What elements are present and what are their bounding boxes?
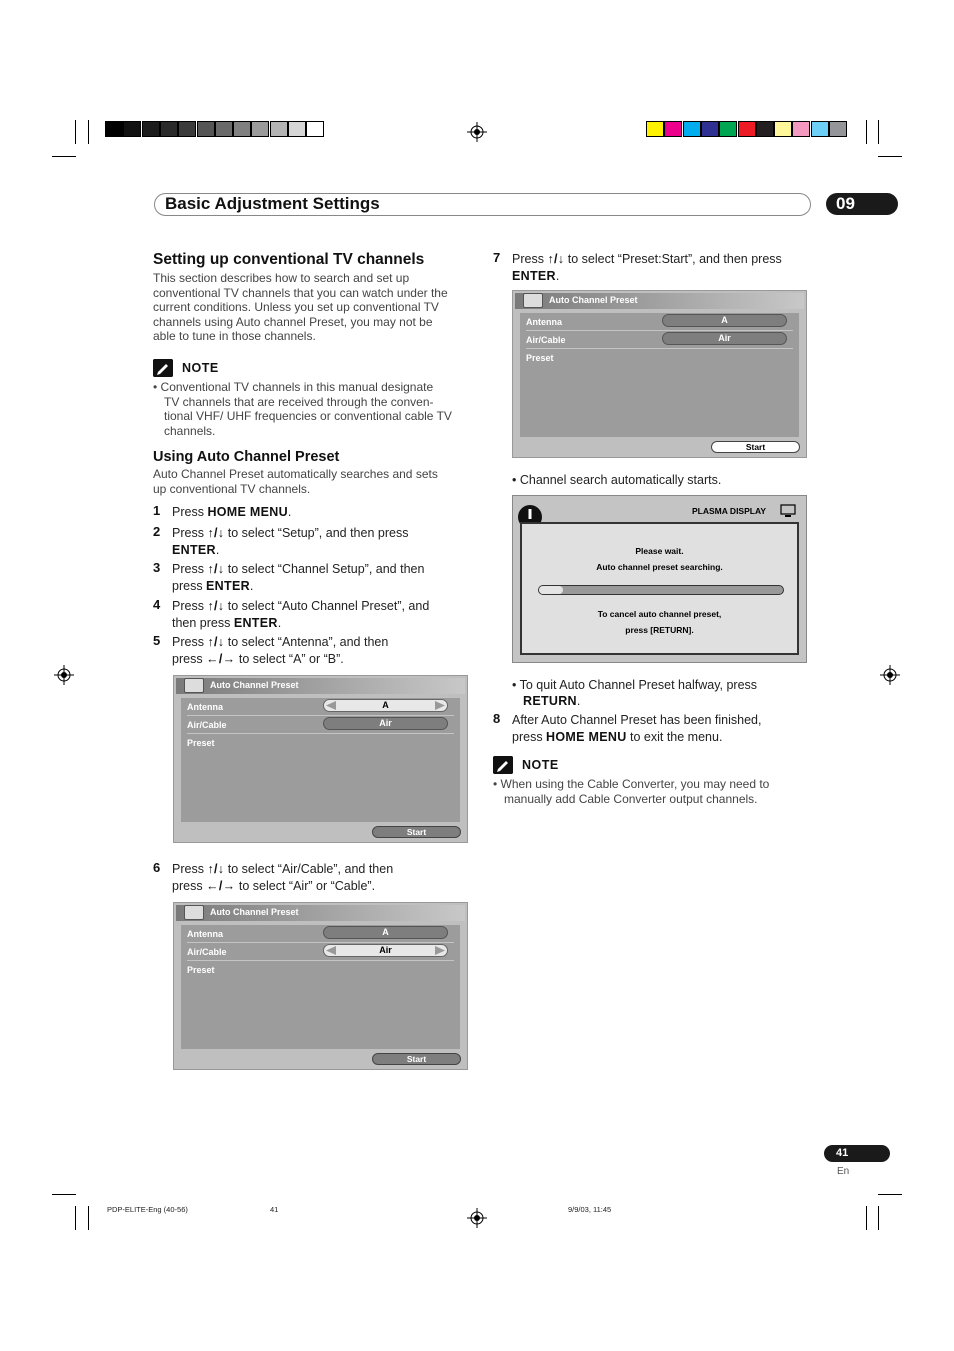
calibration-swatch bbox=[233, 121, 251, 137]
osd-row-preset: Preset bbox=[187, 738, 215, 748]
dialog-content bbox=[520, 522, 799, 655]
step-number: 5 bbox=[153, 633, 161, 648]
note-pencil-icon bbox=[493, 756, 513, 774]
step-8-text: After Auto Channel Preset has been finished, press HOME MENU to exit the menu. bbox=[512, 713, 762, 744]
step-6-text: Press ↑/↓ to select “Air/Cable”, and then press ←/→ to select “Air” or “Cable”. bbox=[172, 862, 394, 893]
note-label: NOTE bbox=[182, 361, 219, 375]
osd-row-preset: Preset bbox=[526, 353, 554, 363]
step-number: 7 bbox=[493, 250, 501, 265]
menu-icon bbox=[523, 293, 543, 308]
calibration-swatch bbox=[105, 121, 123, 137]
osd-panel bbox=[181, 698, 460, 822]
calibration-swatch bbox=[160, 121, 178, 137]
subsection-intro: Auto Channel Preset automatically searches and sets up conventional TV channels. bbox=[153, 467, 438, 496]
language-label: En bbox=[837, 1166, 850, 1177]
note-text: • When using the Cable Converter, you may need to manually add Cable Converter output channels. bbox=[493, 777, 770, 806]
step-number: 1 bbox=[153, 503, 161, 518]
calibration-swatch bbox=[123, 121, 141, 137]
arrow-left-icon bbox=[326, 701, 336, 710]
footer-page: 41 bbox=[270, 1205, 279, 1214]
osd-auto-channel-preset bbox=[173, 675, 468, 843]
calibration-swatch bbox=[646, 121, 664, 137]
registration-mark-icon bbox=[54, 665, 74, 685]
step-number: 4 bbox=[153, 597, 161, 612]
registration-mark-icon bbox=[467, 122, 487, 142]
osd-auto-channel-preset bbox=[173, 902, 468, 1070]
start-button[interactable]: Start bbox=[372, 1053, 461, 1065]
air-cable-selector[interactable]: Air bbox=[662, 332, 787, 345]
step-number: 3 bbox=[153, 560, 161, 575]
calibration-swatch bbox=[774, 121, 792, 137]
footer-date: 9/9/03, 11:45 bbox=[568, 1205, 612, 1214]
chapter-badge: 09 bbox=[826, 193, 898, 215]
antenna-selector[interactable]: A bbox=[662, 314, 787, 327]
calibration-swatch bbox=[197, 121, 215, 137]
page-number: 41 bbox=[824, 1145, 890, 1162]
searching-text: Auto channel preset searching. bbox=[596, 562, 723, 572]
osd-panel bbox=[181, 925, 460, 1049]
display-icon bbox=[780, 504, 796, 518]
registration-mark-icon bbox=[880, 665, 900, 685]
brand-label: PLASMA DISPLAY bbox=[692, 506, 766, 516]
cancel-text: To cancel auto channel preset, bbox=[597, 609, 722, 619]
page-title: Basic Adjustment Settings bbox=[165, 194, 380, 213]
calibration-swatch bbox=[738, 121, 756, 137]
osd-row-air-cable[interactable]: Air/Cable Air bbox=[526, 332, 793, 349]
osd-title-bar: Auto Channel Preset bbox=[515, 293, 804, 309]
note-pencil-icon bbox=[153, 359, 173, 377]
step-number: 2 bbox=[153, 524, 161, 539]
calibration-swatch bbox=[683, 121, 701, 137]
footer-file: PDP-ELITE-Eng (40-56) bbox=[107, 1205, 188, 1214]
osd-title-bar: Auto Channel Preset bbox=[176, 905, 465, 921]
antenna-selector[interactable]: A bbox=[323, 699, 448, 712]
searching-dialog bbox=[512, 495, 807, 663]
calibration-swatch bbox=[811, 121, 829, 137]
calibration-swatch bbox=[829, 121, 847, 137]
step-5-text: Press ↑/↓ to select “Antenna”, and then press ←/→ to select “A” or “B”. bbox=[172, 635, 389, 666]
step-number: 6 bbox=[153, 860, 161, 875]
osd-row-air-cable[interactable]: Air/Cable Air bbox=[187, 944, 454, 961]
osd-row-antenna[interactable]: Antenna A bbox=[187, 699, 454, 716]
calibration-swatch bbox=[701, 121, 719, 137]
note-label: NOTE bbox=[522, 758, 559, 772]
menu-icon bbox=[184, 678, 204, 693]
osd-panel bbox=[520, 313, 799, 437]
calibration-swatch bbox=[251, 121, 269, 137]
osd-row-preset: Preset bbox=[187, 965, 215, 975]
wait-text: Please wait. bbox=[635, 546, 684, 556]
subsection-title: Using Auto Channel Preset bbox=[153, 449, 340, 465]
step-7-text: Press ↑/↓ to select “Preset:Start”, and then press ENTER. bbox=[512, 252, 782, 283]
step-number: 8 bbox=[493, 711, 501, 726]
osd-row-air-cable[interactable]: Air/Cable Air bbox=[187, 717, 454, 734]
antenna-selector[interactable]: A bbox=[323, 926, 448, 939]
calibration-swatch bbox=[306, 121, 324, 137]
arrow-right-icon bbox=[435, 701, 445, 710]
air-cable-selector[interactable]: Air bbox=[323, 944, 448, 957]
calibration-swatch bbox=[719, 121, 737, 137]
calibration-swatch bbox=[215, 121, 233, 137]
bullet-quit: • To quit Auto Channel Preset halfway, press RETURN. bbox=[512, 678, 758, 708]
press-return-text: press [RETURN]. bbox=[625, 625, 694, 635]
osd-row-antenna[interactable]: Antenna A bbox=[526, 314, 793, 331]
start-button[interactable]: Start bbox=[372, 826, 461, 838]
registration-mark-icon bbox=[467, 1208, 487, 1228]
calibration-swatch bbox=[178, 121, 196, 137]
osd-auto-channel-preset bbox=[512, 290, 807, 458]
section-intro: This section describes how to search and set up conventional TV channels that you can watch under the current conditions. Unless you set up conventional TV channels using Auto channel Preset, you may not be able to tune in those channels. bbox=[153, 271, 448, 344]
osd-row-antenna[interactable]: Antenna A bbox=[187, 926, 454, 943]
calibration-swatch bbox=[756, 121, 774, 137]
air-cable-selector[interactable]: Air bbox=[323, 717, 448, 730]
calibration-swatch bbox=[792, 121, 810, 137]
section-title: Setting up conventional TV channels bbox=[153, 251, 425, 268]
calibration-swatch bbox=[142, 121, 160, 137]
menu-icon bbox=[184, 905, 204, 920]
step-4-text: Press ↑/↓ to select “Auto Channel Preset”, and then press ENTER. bbox=[172, 599, 430, 630]
step-3-text: Press ↑/↓ to select “Channel Setup”, and then press ENTER. bbox=[172, 562, 425, 593]
calibration-swatch bbox=[270, 121, 288, 137]
osd-title-bar: Auto Channel Preset bbox=[176, 678, 465, 694]
progress-bar bbox=[538, 585, 784, 595]
progress-fill bbox=[539, 586, 563, 594]
arrow-left-icon bbox=[326, 946, 336, 955]
step-2-text: Press ↑/↓ to select “Setup”, and then press ENTER. bbox=[172, 526, 409, 557]
calibration-swatch bbox=[288, 121, 306, 137]
step-1-text: Press HOME MENU. bbox=[172, 505, 292, 519]
arrow-right-icon bbox=[435, 946, 445, 955]
note-text: • Conventional TV channels in this manual designate TV channels that are received through the conven- tional VHF/ UHF frequencies or conventional cable TV channels. bbox=[153, 380, 452, 438]
start-button[interactable]: Start bbox=[711, 441, 800, 453]
bullet-search-starts: • Channel search automatically starts. bbox=[512, 473, 722, 487]
calibration-swatch bbox=[664, 121, 682, 137]
